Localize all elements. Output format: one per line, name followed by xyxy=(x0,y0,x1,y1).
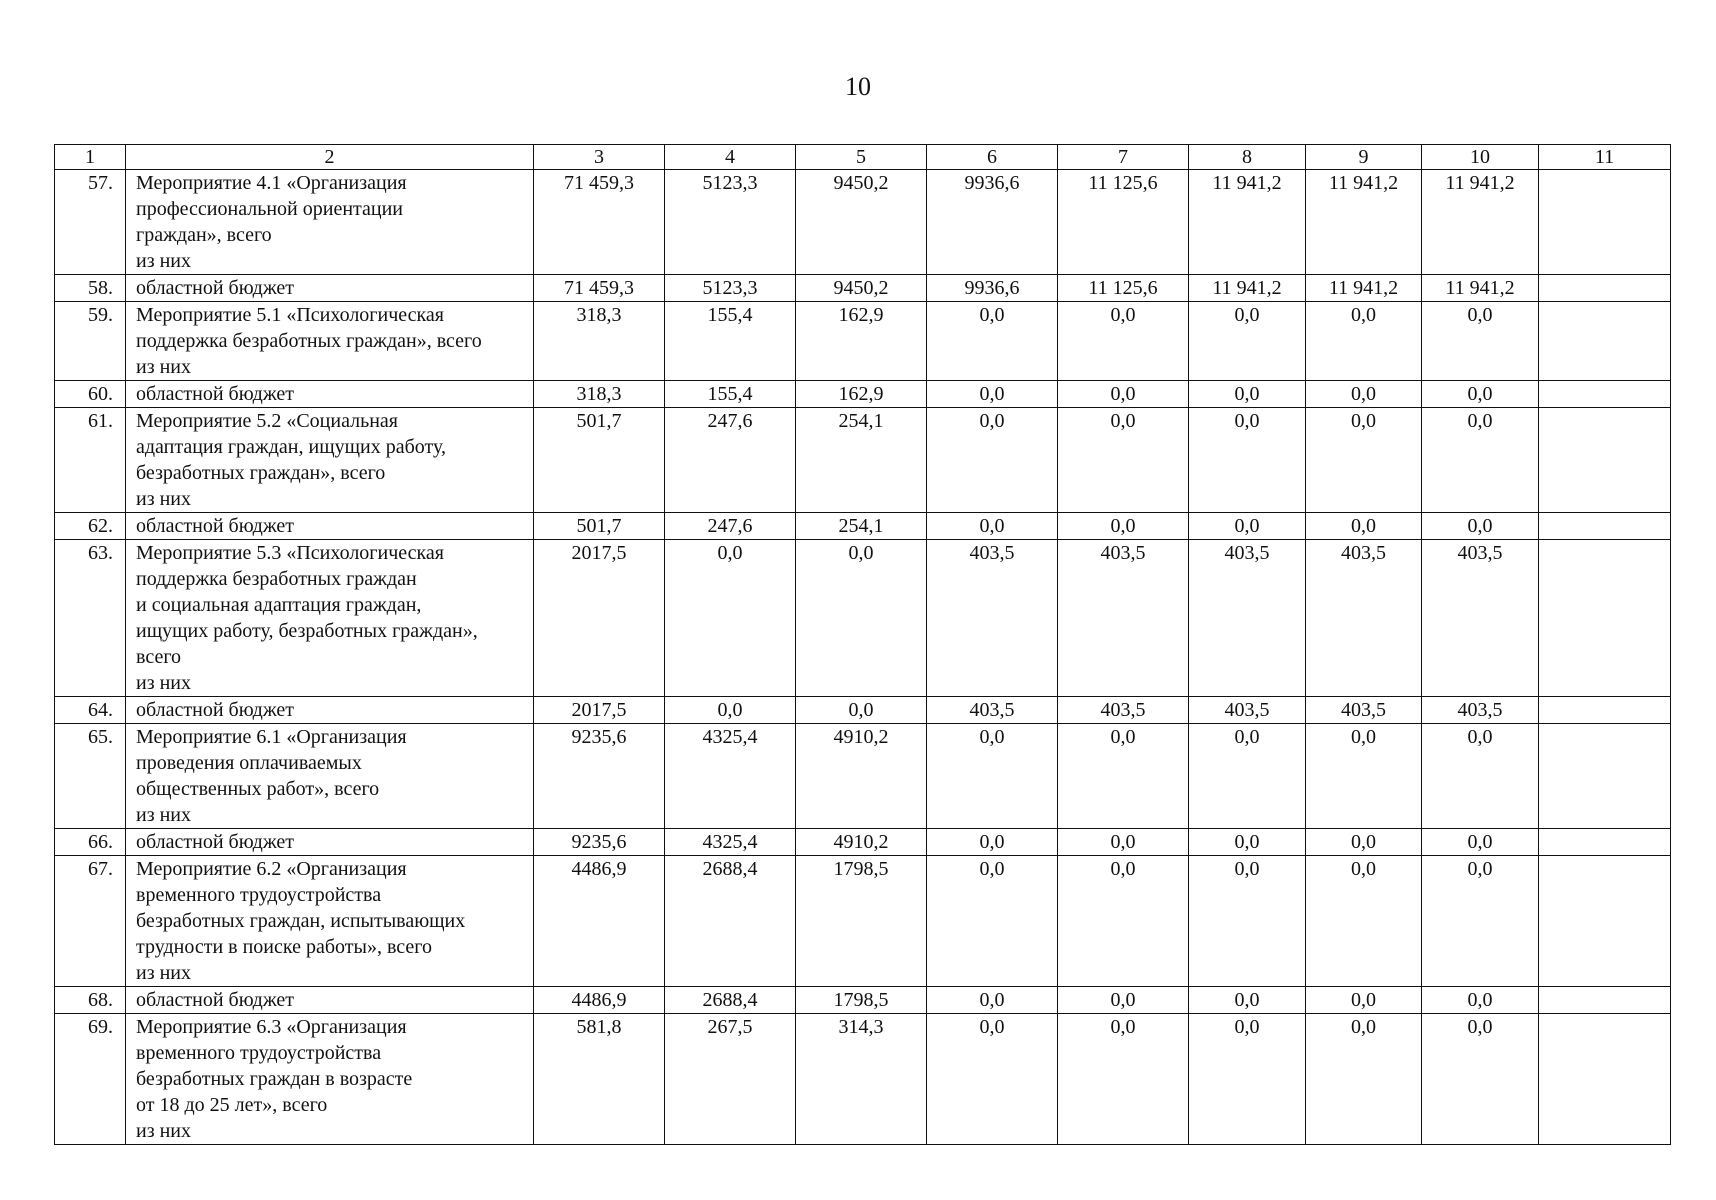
value-col-7: 0,0 xyxy=(1058,829,1189,856)
value-col-10: 0,0 xyxy=(1422,1014,1539,1145)
value-col-8: 403,5 xyxy=(1189,697,1306,724)
row-number: 64. xyxy=(55,697,126,724)
value-col-7: 0,0 xyxy=(1058,856,1189,987)
row-number: 61. xyxy=(55,408,126,513)
value-col-3: 2017,5 xyxy=(534,697,665,724)
budget-subrow xyxy=(55,987,1671,1014)
activity-row xyxy=(55,856,1671,987)
value-col-10: 0,0 xyxy=(1422,513,1539,540)
row-description: Мероприятие 4.1 «Организация профессиональной ориентации граждан», всего из них xyxy=(126,170,534,275)
column-header: 9 xyxy=(1306,145,1422,170)
value-col-3: 581,8 xyxy=(534,1014,665,1145)
value-col-6: 0,0 xyxy=(927,381,1058,408)
value-col-5: 162,9 xyxy=(796,381,927,408)
value-col-5: 4910,2 xyxy=(796,829,927,856)
value-col-3: 501,7 xyxy=(534,408,665,513)
value-col-9: 403,5 xyxy=(1306,540,1422,697)
value-col-7: 403,5 xyxy=(1058,697,1189,724)
value-col-3: 318,3 xyxy=(534,302,665,381)
value-col-6: 403,5 xyxy=(927,540,1058,697)
value-col-11 xyxy=(1539,829,1671,856)
activity-row xyxy=(55,1014,1671,1145)
page-number: 10 xyxy=(845,72,871,101)
value-col-10: 0,0 xyxy=(1422,408,1539,513)
column-header: 1 xyxy=(55,145,126,170)
value-col-3: 9235,6 xyxy=(534,829,665,856)
value-col-4: 155,4 xyxy=(665,381,796,408)
value-col-3: 2017,5 xyxy=(534,540,665,697)
value-col-10: 403,5 xyxy=(1422,540,1539,697)
row-description: областной бюджет xyxy=(126,381,534,408)
budget-subrow xyxy=(55,697,1671,724)
value-col-7: 0,0 xyxy=(1058,987,1189,1014)
value-col-11 xyxy=(1539,987,1671,1014)
value-col-10: 0,0 xyxy=(1422,987,1539,1014)
column-header: 7 xyxy=(1058,145,1189,170)
value-col-8: 0,0 xyxy=(1189,987,1306,1014)
row-description: областной бюджет xyxy=(126,987,534,1014)
row-description: областной бюджет xyxy=(126,275,534,302)
value-col-4: 0,0 xyxy=(665,697,796,724)
value-col-9: 11 941,2 xyxy=(1306,275,1422,302)
value-col-10: 403,5 xyxy=(1422,697,1539,724)
value-col-6: 9936,6 xyxy=(927,275,1058,302)
column-header: 6 xyxy=(927,145,1058,170)
row-description: Мероприятие 5.2 «Социальная адаптация граждан, ищущих работу, безработных граждан», всего из них xyxy=(126,408,534,513)
value-col-9: 403,5 xyxy=(1306,697,1422,724)
value-col-7: 11 125,6 xyxy=(1058,275,1189,302)
budget-subrow xyxy=(55,381,1671,408)
value-col-5: 0,0 xyxy=(796,697,927,724)
value-col-5: 254,1 xyxy=(796,408,927,513)
value-col-6: 0,0 xyxy=(927,724,1058,829)
value-col-11 xyxy=(1539,170,1671,275)
value-col-11 xyxy=(1539,724,1671,829)
value-col-8: 0,0 xyxy=(1189,513,1306,540)
value-col-11 xyxy=(1539,275,1671,302)
value-col-5: 162,9 xyxy=(796,302,927,381)
value-col-6: 0,0 xyxy=(927,987,1058,1014)
row-description: областной бюджет xyxy=(126,697,534,724)
value-col-10: 0,0 xyxy=(1422,856,1539,987)
value-col-6: 0,0 xyxy=(927,513,1058,540)
value-col-10: 11 941,2 xyxy=(1422,275,1539,302)
value-col-6: 0,0 xyxy=(927,408,1058,513)
value-col-7: 0,0 xyxy=(1058,408,1189,513)
row-number: 60. xyxy=(55,381,126,408)
value-col-7: 0,0 xyxy=(1058,513,1189,540)
value-col-6: 0,0 xyxy=(927,1014,1058,1145)
value-col-9: 0,0 xyxy=(1306,302,1422,381)
value-col-8: 11 941,2 xyxy=(1189,170,1306,275)
value-col-9: 0,0 xyxy=(1306,381,1422,408)
value-col-7: 0,0 xyxy=(1058,724,1189,829)
value-col-6: 0,0 xyxy=(927,302,1058,381)
value-col-6: 9936,6 xyxy=(927,170,1058,275)
column-header: 10 xyxy=(1422,145,1539,170)
row-description: областной бюджет xyxy=(126,513,534,540)
value-col-6: 0,0 xyxy=(927,856,1058,987)
value-col-5: 4910,2 xyxy=(796,724,927,829)
column-header: 8 xyxy=(1189,145,1306,170)
value-col-4: 4325,4 xyxy=(665,724,796,829)
value-col-5: 0,0 xyxy=(796,540,927,697)
row-number: 68. xyxy=(55,987,126,1014)
value-col-3: 501,7 xyxy=(534,513,665,540)
budget-subrow xyxy=(55,513,1671,540)
value-col-8: 0,0 xyxy=(1189,381,1306,408)
value-col-3: 4486,9 xyxy=(534,987,665,1014)
activity-row xyxy=(55,408,1671,513)
value-col-6: 403,5 xyxy=(927,697,1058,724)
value-col-9: 0,0 xyxy=(1306,987,1422,1014)
activity-row xyxy=(55,540,1671,697)
value-col-3: 71 459,3 xyxy=(534,170,665,275)
row-description: Мероприятие 6.3 «Организация временного трудоустройства безработных граждан в возрасте от 18 до 25 лет», всего из них xyxy=(126,1014,534,1145)
row-description: Мероприятие 6.2 «Организация временного трудоустройства безработных граждан, испытывающих трудности в поиске работы», всего из них xyxy=(126,856,534,987)
budget-subrow xyxy=(55,829,1671,856)
row-number: 57. xyxy=(55,170,126,275)
value-col-7: 0,0 xyxy=(1058,302,1189,381)
row-number: 65. xyxy=(55,724,126,829)
value-col-9: 0,0 xyxy=(1306,856,1422,987)
value-col-5: 254,1 xyxy=(796,513,927,540)
column-header: 3 xyxy=(534,145,665,170)
value-col-4: 5123,3 xyxy=(665,275,796,302)
value-col-11 xyxy=(1539,856,1671,987)
value-col-10: 11 941,2 xyxy=(1422,170,1539,275)
value-col-4: 4325,4 xyxy=(665,829,796,856)
value-col-11 xyxy=(1539,1014,1671,1145)
value-col-3: 71 459,3 xyxy=(534,275,665,302)
value-col-9: 0,0 xyxy=(1306,408,1422,513)
value-col-5: 314,3 xyxy=(796,1014,927,1145)
value-col-7: 0,0 xyxy=(1058,1014,1189,1145)
value-col-8: 0,0 xyxy=(1189,829,1306,856)
value-col-4: 247,6 xyxy=(665,408,796,513)
column-header: 5 xyxy=(796,145,927,170)
value-col-7: 11 125,6 xyxy=(1058,170,1189,275)
value-col-4: 155,4 xyxy=(665,302,796,381)
value-col-11 xyxy=(1539,302,1671,381)
activity-row xyxy=(55,170,1671,275)
value-col-3: 318,3 xyxy=(534,381,665,408)
row-description: Мероприятие 6.1 «Организация проведения оплачиваемых общественных работ», всего из них xyxy=(126,724,534,829)
row-number: 66. xyxy=(55,829,126,856)
value-col-10: 0,0 xyxy=(1422,302,1539,381)
row-number: 67. xyxy=(55,856,126,987)
value-col-10: 0,0 xyxy=(1422,829,1539,856)
value-col-9: 0,0 xyxy=(1306,1014,1422,1145)
value-col-3: 4486,9 xyxy=(534,856,665,987)
budget-table xyxy=(54,144,1671,1145)
table-body xyxy=(55,145,1671,1145)
row-number: 63. xyxy=(55,540,126,697)
value-col-8: 0,0 xyxy=(1189,302,1306,381)
value-col-5: 1798,5 xyxy=(796,987,927,1014)
value-col-4: 2688,4 xyxy=(665,856,796,987)
row-number: 69. xyxy=(55,1014,126,1145)
value-col-4: 0,0 xyxy=(665,540,796,697)
value-col-8: 11 941,2 xyxy=(1189,275,1306,302)
row-description: Мероприятие 5.3 «Психологическая поддержка безработных граждан и социальная адаптация граждан, ищущих работу, безработных граждан», всего из них xyxy=(126,540,534,697)
activity-row xyxy=(55,724,1671,829)
row-number: 59. xyxy=(55,302,126,381)
value-col-8: 0,0 xyxy=(1189,1014,1306,1145)
activity-row xyxy=(55,302,1671,381)
column-header: 2 xyxy=(126,145,534,170)
value-col-9: 0,0 xyxy=(1306,513,1422,540)
budget-subrow xyxy=(55,275,1671,302)
value-col-9: 0,0 xyxy=(1306,829,1422,856)
value-col-5: 9450,2 xyxy=(796,170,927,275)
value-col-7: 403,5 xyxy=(1058,540,1189,697)
value-col-4: 5123,3 xyxy=(665,170,796,275)
value-col-8: 0,0 xyxy=(1189,724,1306,829)
value-col-7: 0,0 xyxy=(1058,381,1189,408)
value-col-9: 11 941,2 xyxy=(1306,170,1422,275)
value-col-8: 0,0 xyxy=(1189,856,1306,987)
row-number: 62. xyxy=(55,513,126,540)
value-col-11 xyxy=(1539,381,1671,408)
value-col-8: 403,5 xyxy=(1189,540,1306,697)
value-col-10: 0,0 xyxy=(1422,724,1539,829)
table-header-row xyxy=(55,145,1671,170)
value-col-11 xyxy=(1539,540,1671,697)
value-col-9: 0,0 xyxy=(1306,724,1422,829)
row-description: областной бюджет xyxy=(126,829,534,856)
value-col-11 xyxy=(1539,513,1671,540)
value-col-5: 1798,5 xyxy=(796,856,927,987)
column-header: 4 xyxy=(665,145,796,170)
column-header: 11 xyxy=(1539,145,1671,170)
value-col-10: 0,0 xyxy=(1422,381,1539,408)
value-col-6: 0,0 xyxy=(927,829,1058,856)
row-description: Мероприятие 5.1 «Психологическая поддержка безработных граждан», всего из них xyxy=(126,302,534,381)
value-col-5: 9450,2 xyxy=(796,275,927,302)
value-col-4: 247,6 xyxy=(665,513,796,540)
value-col-11 xyxy=(1539,697,1671,724)
value-col-4: 2688,4 xyxy=(665,987,796,1014)
value-col-3: 9235,6 xyxy=(534,724,665,829)
value-col-11 xyxy=(1539,408,1671,513)
value-col-4: 267,5 xyxy=(665,1014,796,1145)
row-number: 58. xyxy=(55,275,126,302)
value-col-8: 0,0 xyxy=(1189,408,1306,513)
